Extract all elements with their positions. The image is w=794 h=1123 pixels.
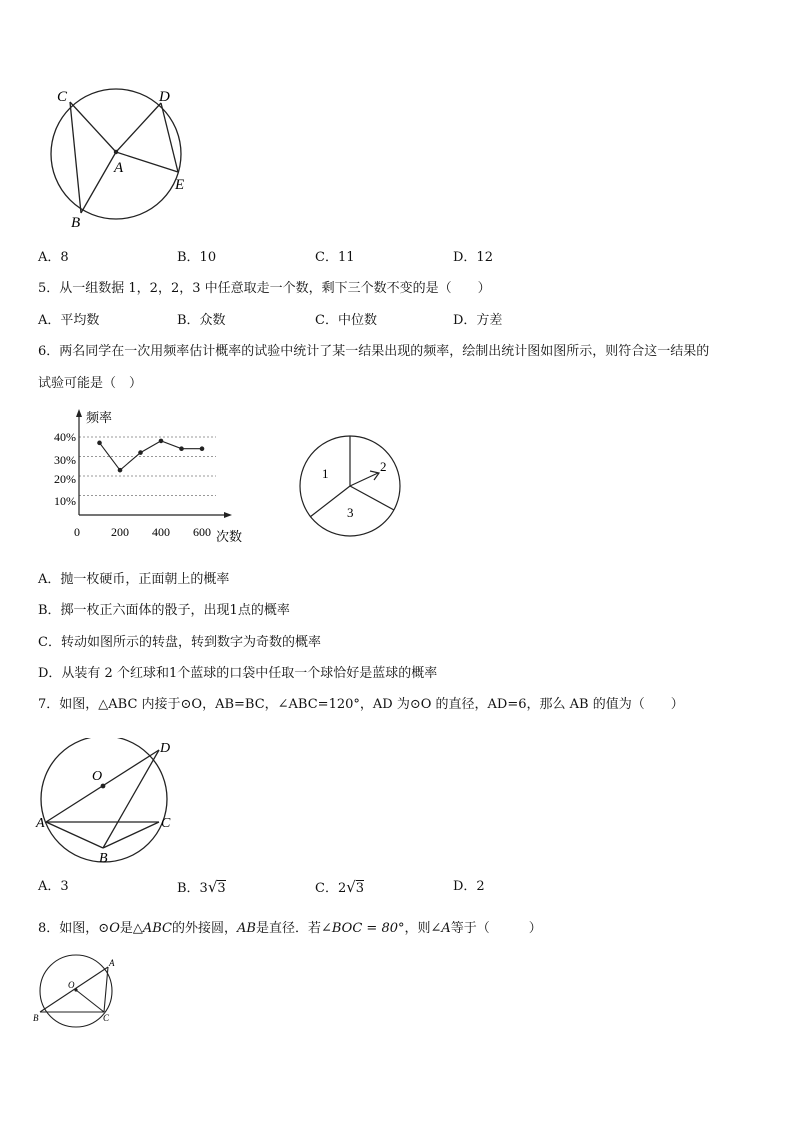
- q8-tail: 等于（ ）: [450, 921, 542, 936]
- q8-triangle: △ABC: [132, 921, 173, 936]
- q6-x-tick-400: 400: [152, 525, 170, 539]
- circle-dot-icon: ⊙: [98, 921, 110, 936]
- q6-y-tick-40: 40%: [54, 430, 76, 444]
- q6-x-tick-0: 0: [74, 525, 80, 539]
- q6-spinner-divider-right: [350, 486, 394, 510]
- q8-circle-o: O: [109, 921, 120, 936]
- q4-label-c: C: [57, 89, 68, 105]
- q8-then: ，则: [404, 921, 431, 936]
- q7-option-c-label: C．2: [315, 881, 347, 896]
- q6-y-tick-20: 20%: [54, 472, 76, 486]
- q6-spinner-divider-left: [310, 486, 350, 517]
- q5-option-a: A．平均数: [38, 313, 100, 328]
- q5-option-d: D．方差: [453, 313, 503, 328]
- q6-spinner-sector-1: 1: [322, 466, 329, 481]
- q6-option-d: D．从装有 2 个红球和1个蓝球的口袋中任取一个球恰好是蓝球的概率: [38, 666, 438, 681]
- q4-option-c: C．11: [315, 250, 355, 265]
- q4-line-ba: [81, 152, 116, 213]
- q4-option-b: B．10: [177, 250, 217, 265]
- q4-label-e: E: [175, 177, 185, 193]
- q4-line-ad: [116, 103, 161, 152]
- q8-angle-a: ∠A: [430, 921, 451, 936]
- q4-figure: [40, 82, 200, 232]
- q6-x-axis-arrow-icon: [224, 512, 232, 518]
- q6-spinner-sector-2: 2: [380, 459, 387, 474]
- q7-option-d: D．2: [453, 879, 485, 894]
- q5-option-b: B．众数: [177, 313, 226, 328]
- q7-option-b: [177, 878, 226, 898]
- q7-label-a: A: [36, 816, 45, 831]
- q7-stem: 7．如图，△ABC 内接于⊙O，AB=BC，∠ABC=120°，AD 为⊙O 的直径，AD=6，那么 AB 的值为（ ）: [38, 697, 684, 712]
- q8-label-a: A: [109, 958, 115, 968]
- q7-option-c: [315, 878, 364, 898]
- q8-ab: AB: [237, 921, 256, 936]
- q6-option-c: C．转动如图所示的转盘，转到数字为奇数的概率: [38, 635, 321, 650]
- q6-x-tick-200: 200: [111, 525, 129, 539]
- q6-stem-line1: 6．两名同学在一次用频率估计概率的试验中统计了某一结果出现的频率，绘制出统计图如图所示，则符合这一结果的: [38, 344, 710, 359]
- q4-line-ae: [116, 152, 178, 172]
- q7-chord-bd: [103, 750, 159, 848]
- q7-label-c: C: [161, 816, 171, 831]
- q8-chord-ac: [104, 967, 108, 1012]
- q7-option-c-radicand: 3: [355, 881, 365, 896]
- q6-spinner-sector-3: 3: [347, 505, 354, 520]
- q8-center-o: [74, 988, 77, 991]
- q6-data-point: [179, 446, 184, 451]
- q6-y-axis-label: 频率: [86, 410, 113, 425]
- q7-option-b-label: B．3: [177, 881, 208, 896]
- q7-figure: [32, 738, 182, 868]
- q8-is: 是: [119, 921, 133, 936]
- q8-radius-oc: [76, 990, 104, 1012]
- q7-label-d: D: [160, 741, 171, 756]
- q8-label-b: B: [33, 1013, 39, 1023]
- q4-point-a: [114, 150, 118, 154]
- q7-label-b: B: [99, 851, 108, 866]
- q4-label-d: D: [159, 89, 170, 105]
- sqrt-icon: √: [346, 878, 356, 896]
- q6-data-point: [138, 450, 143, 455]
- q8-label-o: O: [68, 980, 75, 990]
- q4-label-a: A: [114, 160, 124, 176]
- q7-option-b-radicand: 3: [217, 881, 226, 896]
- q6-data-point: [118, 468, 123, 473]
- q6-stem-line2: 试验可能是（ ）: [38, 376, 143, 391]
- q8-angle-boc: ∠BOC = 80°: [321, 921, 405, 936]
- q5-option-c: C．中位数: [315, 313, 377, 328]
- q6-option-a: A．抛一枚硬币，正面朝上的概率: [38, 572, 230, 587]
- q4-line-de: [161, 103, 178, 172]
- q6-y-axis-arrow-icon: [76, 409, 82, 417]
- q8-mid: 的外接圆，: [172, 921, 238, 936]
- q6-option-b: B．掷一枚正六面体的骰子，出现1点的概率: [38, 603, 290, 618]
- q6-spinner: [296, 427, 406, 537]
- q7-center-o: [101, 784, 106, 789]
- q6-x-axis-label: 次数: [216, 529, 243, 544]
- q7-label-o: O: [92, 769, 103, 784]
- q6-frequency-chart: [40, 404, 250, 546]
- q7-chord-bc: [103, 822, 159, 848]
- q6-series-line: [100, 441, 203, 470]
- q8-stem-pre: 8．如图，: [38, 921, 99, 936]
- q8-diam: 是直径．若: [255, 921, 321, 936]
- q4-option-a: A．8: [38, 250, 69, 265]
- q6-data-point: [200, 446, 205, 451]
- q4-line-ca: [70, 102, 116, 152]
- sqrt-icon: √: [207, 878, 218, 896]
- q7-chord-ab: [46, 822, 103, 848]
- q8-stem: [38, 920, 542, 938]
- q4-label-b: B: [71, 215, 81, 231]
- q6-x-tick-600: 600: [193, 525, 211, 539]
- q4-option-d: D．12: [453, 250, 493, 265]
- q4-line-cb: [70, 102, 81, 213]
- q6-data-point: [97, 441, 102, 446]
- q6-data-point: [159, 439, 164, 444]
- q5-stem: 5．从一组数据 1，2，2，3 中任意取走一个数，剩下三个数不变的是（ ）: [38, 281, 491, 296]
- q8-label-c: C: [103, 1013, 110, 1023]
- q6-y-tick-30: 30%: [54, 453, 76, 467]
- q8-figure: [32, 954, 122, 1034]
- q6-y-tick-10: 10%: [54, 494, 76, 508]
- q7-option-a: A．3: [38, 879, 69, 894]
